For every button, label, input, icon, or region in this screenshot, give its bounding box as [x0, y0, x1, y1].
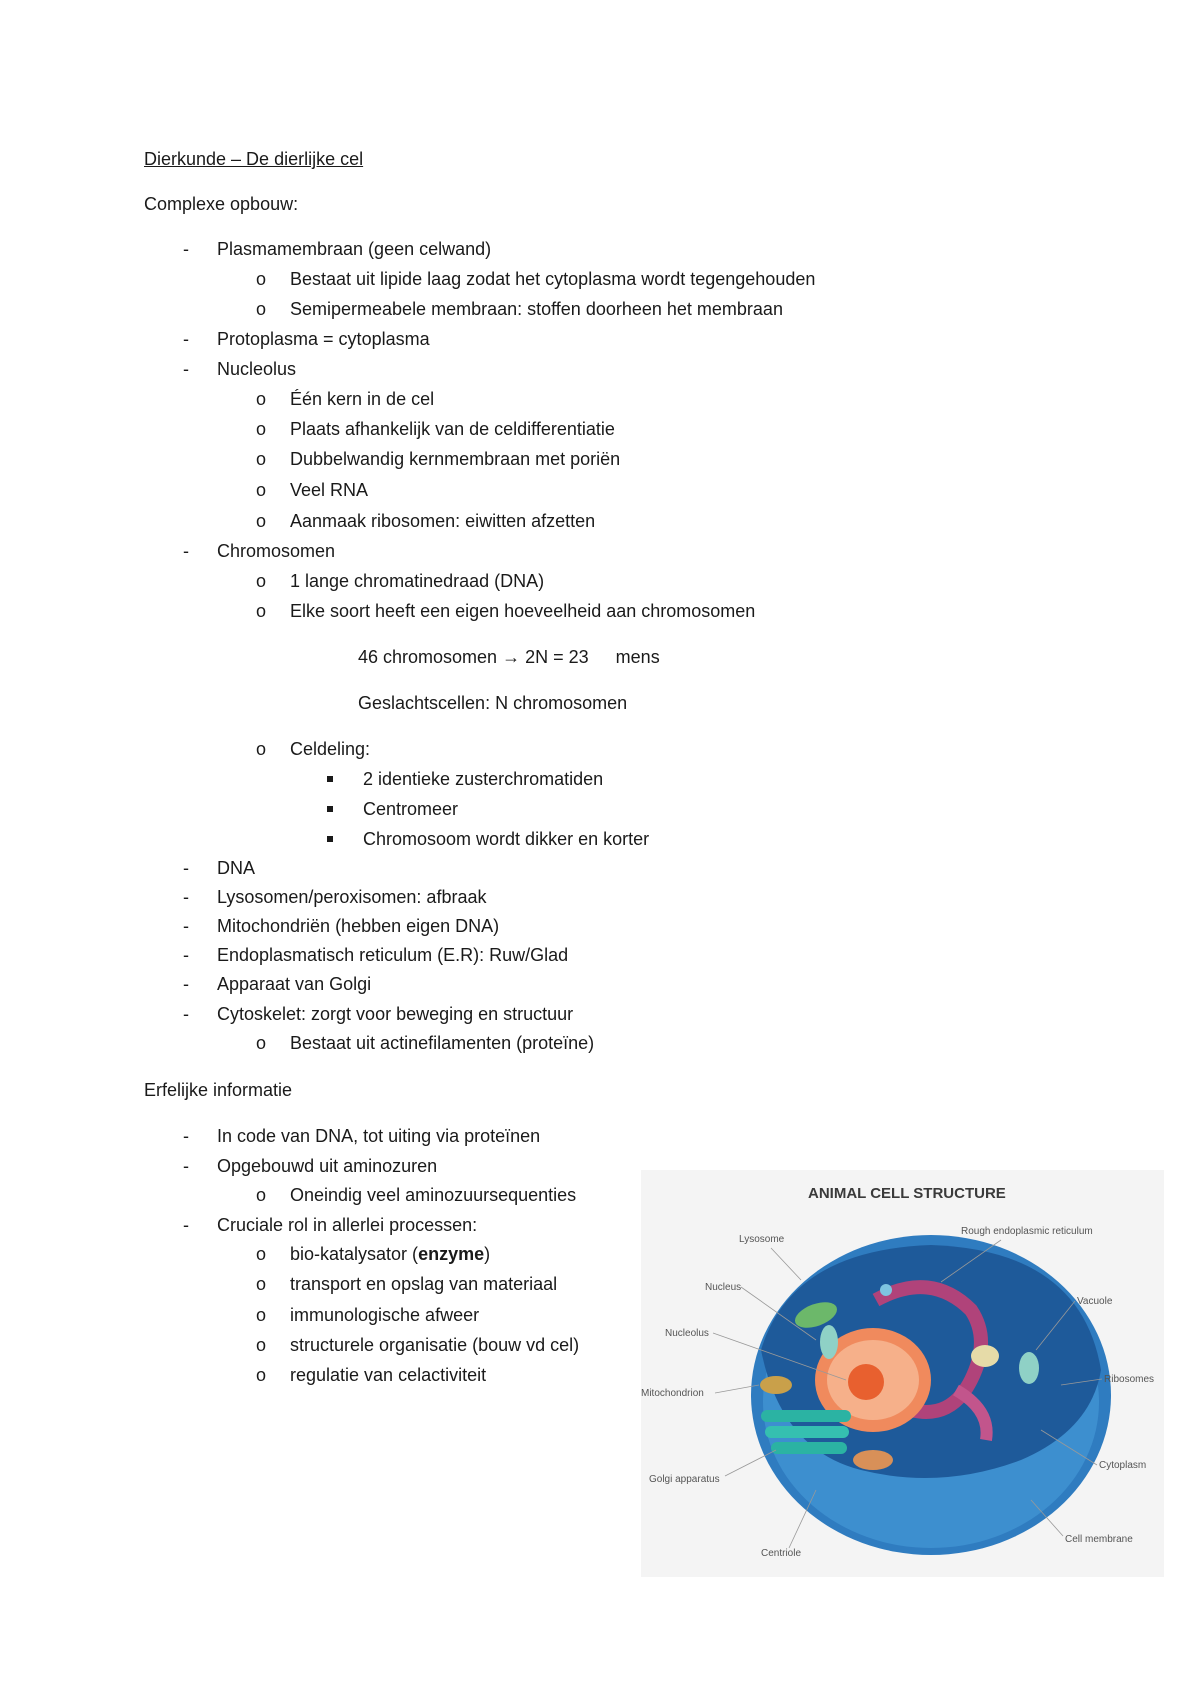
list-item: Bestaat uit lipide laag zodat het cytoplasma wordt tegengehouden	[290, 269, 816, 289]
circle-bullet: o	[256, 511, 267, 531]
list-item: In code van DNA, tot uiting via proteïnen	[217, 1126, 541, 1146]
list-item: Apparaat van Golgi	[217, 974, 372, 994]
list-item: Plaats afhankelijk van de celdifferentiatie	[290, 419, 615, 439]
circle-bullet: o	[256, 1185, 267, 1205]
list-item: transport en opslag van materiaal	[290, 1274, 558, 1294]
bold-term: enzyme	[418, 1244, 485, 1264]
dash-bullet: -	[183, 239, 189, 259]
circle-bullet: o	[256, 1244, 267, 1264]
list-item: Endoplasmatisch reticulum (E.R): Ruw/Glad	[217, 945, 569, 965]
list-item: Semipermeabele membraan: stoffen doorheen het membraan	[290, 299, 783, 319]
vacuole-shape	[1019, 1352, 1039, 1384]
list-item: 1 lange chromatinedraad (DNA)	[290, 571, 545, 591]
square-bullet-icon	[327, 806, 333, 812]
list-item: Mitochondriën (hebben eigen DNA)	[217, 916, 500, 936]
list-item: Celdeling:	[290, 739, 371, 759]
figure-title: ANIMAL CELL STRUCTURE	[808, 1185, 1006, 1202]
circle-bullet: o	[256, 571, 267, 591]
circle-bullet: o	[256, 739, 267, 759]
list-item: immunologische afweer	[290, 1305, 480, 1325]
dash-bullet: -	[183, 1215, 189, 1235]
dash-bullet: -	[183, 541, 189, 561]
dash-bullet: -	[183, 945, 189, 965]
circle-bullet: o	[256, 1033, 267, 1053]
list-item: Chromosomen	[217, 541, 336, 561]
dash-bullet: -	[183, 329, 189, 349]
list-item: Cruciale rol in allerlei processen:	[217, 1215, 478, 1235]
list-item	[290, 1243, 490, 1265]
list-item: Plasmamembraan (geen celwand)	[217, 239, 492, 259]
circle-bullet: o	[256, 601, 267, 621]
golgi-shape	[761, 1410, 851, 1454]
list-item: Protoplasma = cytoplasma	[217, 329, 430, 349]
dash-bullet: -	[183, 1126, 189, 1146]
circle-bullet: o	[256, 269, 267, 289]
equation-note: mens	[615, 647, 660, 667]
section-heading-complex-structure: Complexe opbouw:	[144, 194, 299, 214]
list-item: regulatie van celactiviteit	[290, 1365, 487, 1385]
text-run: )	[484, 1244, 491, 1264]
arrow-right-icon: →	[502, 647, 521, 667]
label-lysosome: Lysosome	[739, 1234, 785, 1245]
equation-text	[358, 646, 660, 668]
list-item: Één kern in de cel	[290, 389, 435, 409]
label-mitochondrion: Mitochondrion	[641, 1388, 704, 1399]
label-golgi: Golgi apparatus	[649, 1474, 720, 1485]
circle-bullet: o	[256, 480, 267, 500]
animal-cell-illustration	[641, 1170, 1164, 1577]
label-cell-membrane: Cell membrane	[1065, 1534, 1133, 1545]
list-item: Opgebouwd uit aminozuren	[217, 1156, 438, 1176]
dash-bullet: -	[183, 858, 189, 878]
cell-body	[751, 1235, 1111, 1555]
dash-bullet: -	[183, 1004, 189, 1024]
mitochondrion-shape	[853, 1450, 893, 1470]
list-item: Lysosomen/peroxisomen: afbraak	[217, 887, 487, 907]
page-title: Dierkunde – De dierlijke cel	[144, 149, 364, 169]
list-item: 2 identieke zusterchromatiden	[363, 769, 604, 789]
dash-bullet: -	[183, 1156, 189, 1176]
lysosome-shape	[880, 1284, 892, 1296]
list-item: Oneindig veel aminozuursequenties	[290, 1185, 577, 1205]
vacuole-shape	[971, 1345, 999, 1367]
circle-bullet: o	[256, 1365, 267, 1385]
circle-bullet: o	[256, 1305, 267, 1325]
label-vacuole: Vacuole	[1077, 1296, 1113, 1307]
circle-bullet: o	[256, 299, 267, 319]
dash-bullet: -	[183, 359, 189, 379]
list-item: DNA	[217, 858, 256, 878]
label-nucleolus: Nucleolus	[665, 1328, 709, 1339]
list-item: Dubbelwandig kernmembraan met poriën	[290, 449, 621, 469]
label-centriole: Centriole	[761, 1548, 802, 1559]
dash-bullet: -	[183, 974, 189, 994]
dash-bullet: -	[183, 916, 189, 936]
label-ribosomes: Ribosomes	[1104, 1374, 1155, 1385]
list-item: Centromeer	[363, 799, 459, 819]
nucleolus-shape	[848, 1364, 884, 1400]
label-cytoplasm: Cytoplasm	[1099, 1460, 1147, 1471]
circle-bullet: o	[256, 449, 267, 469]
list-item: Nucleolus	[217, 359, 297, 379]
list-item: structurele organisatie (bouw vd cel)	[290, 1335, 580, 1355]
label-nucleus: Nucleus	[705, 1282, 742, 1293]
circle-bullet: o	[256, 1335, 267, 1355]
circle-bullet: o	[256, 1274, 267, 1294]
vacuole-shape	[820, 1325, 838, 1359]
label-rough-er: Rough endoplasmic reticulum	[961, 1226, 1093, 1237]
circle-bullet: o	[256, 389, 267, 409]
list-item: Aanmaak ribosomen: eiwitten afzetten	[290, 511, 596, 531]
animal-cell-figure	[641, 1170, 1164, 1577]
mitochondrion-shape	[760, 1376, 792, 1394]
equation-sex-cells: Geslachtscellen: N chromosomen	[358, 693, 628, 713]
dash-bullet: -	[183, 887, 189, 907]
equation-right: 2N = 23	[525, 647, 589, 667]
square-bullet-icon	[327, 776, 333, 782]
list-item: Chromosoom wordt dikker en korter	[363, 829, 650, 849]
list-item: Veel RNA	[290, 480, 369, 500]
circle-bullet: o	[256, 419, 267, 439]
list-item: Bestaat uit actinefilamenten (proteïne)	[290, 1033, 595, 1053]
equation-left: 46 chromosomen	[358, 647, 498, 667]
square-bullet-icon	[327, 836, 333, 842]
text-run: bio-katalysator (	[290, 1244, 419, 1264]
list-item: Cytoskelet: zorgt voor beweging en structuur	[217, 1004, 574, 1024]
section-heading-hereditary-info: Erfelijke informatie	[144, 1080, 293, 1100]
list-item: Elke soort heeft een eigen hoeveelheid aan chromosomen	[290, 601, 756, 621]
